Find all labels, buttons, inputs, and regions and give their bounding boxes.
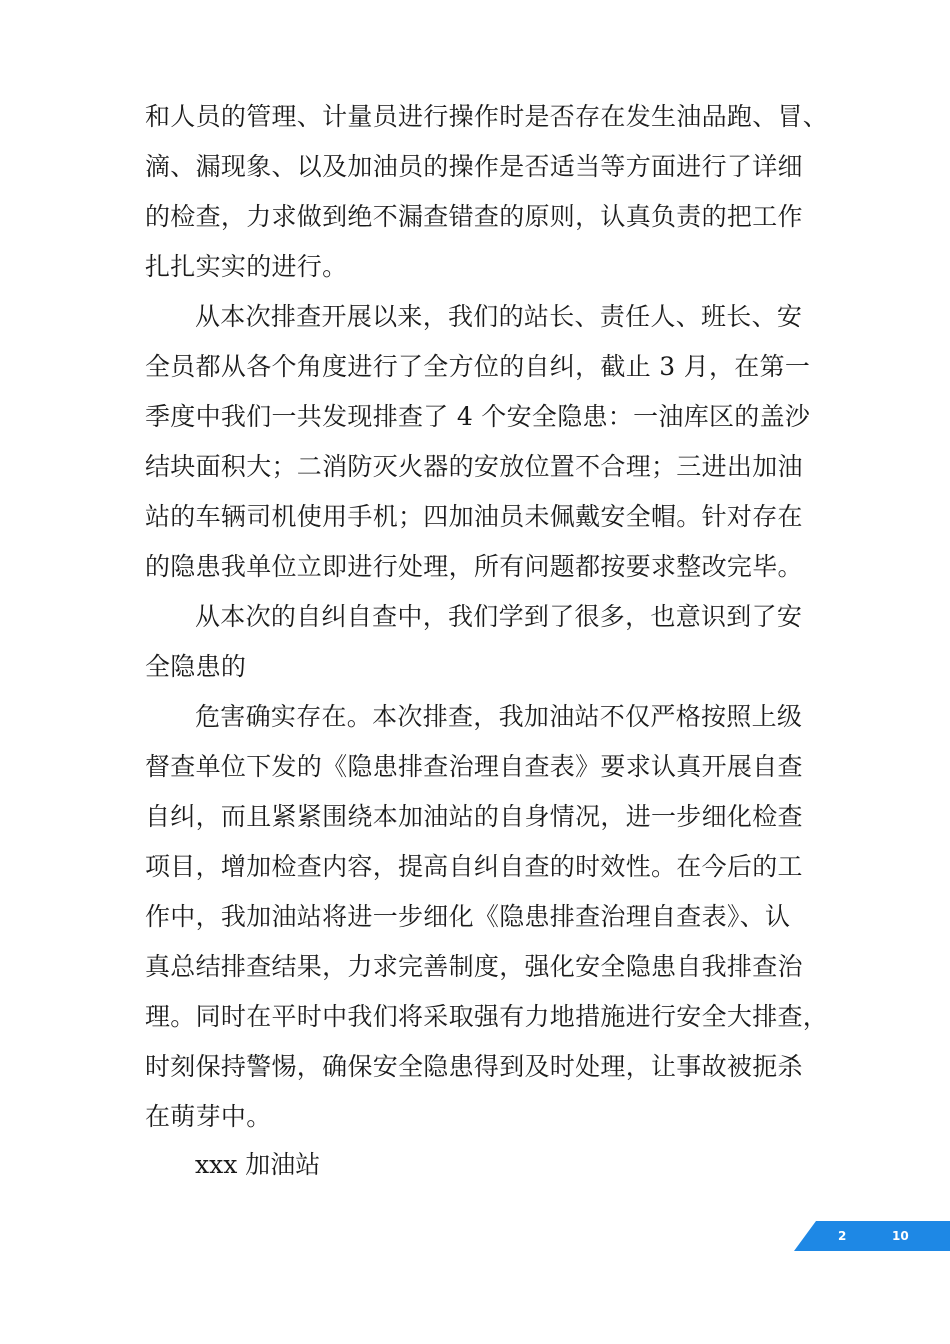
text-line: 时刻保持警惕，确保安全隐患得到及时处理，让事故被扼杀: [145, 1052, 803, 1081]
text-line: 滴、漏现象、以及加油员的操作是否适当等方面进行了详细: [145, 152, 803, 181]
text-line: 理。同时在平时中我们将采取强有力地措施进行安全大排查，: [145, 1002, 829, 1031]
document-body: [145, 92, 829, 1142]
text-line: 在萌芽中。: [145, 1102, 272, 1131]
text-line: 的检查，力求做到绝不漏查错查的原则，认真负责的把工作: [145, 202, 803, 231]
page-footer: [0, 1221, 950, 1251]
text-line: 作中，我加油站将进一步细化《隐患排查治理自查表》、认: [145, 902, 791, 931]
text-line: 督查单位下发的《隐患排查治理自查表》要求认真开展自查: [145, 752, 803, 781]
total-pages: 10: [892, 1229, 909, 1243]
text-line: 危害确实存在。本次排查，我加油站不仅严格按照上级: [195, 702, 803, 731]
text-line: 季度中我们一共发现排查了 4 个安全隐患：一油库区的盖沙: [145, 402, 811, 431]
text-line: 项目，增加检查内容，提高自纠自查的时效性。在今后的工: [145, 852, 803, 881]
text-line: 从本次的自纠自查中，我们学到了很多，也意识到了安: [195, 602, 803, 631]
text-line: 自纠，而且紧紧围绕本加油站的自身情况，进一步细化检查: [145, 802, 803, 831]
page-number: 2: [838, 1229, 847, 1243]
text-line: 扎扎实实的进行。: [145, 252, 348, 281]
text-line: 真总结排查结果，力求完善制度，强化安全隐患自我排查治: [145, 952, 803, 981]
text-line: 和人员的管理、计量员进行操作时是否存在发生油品跑、冒、: [145, 102, 829, 131]
text-line: 结块面积大；二消防灭火器的安放位置不合理；三进出加油: [145, 452, 803, 481]
text-line: 站的车辆司机使用手机；四加油员未佩戴安全帽。针对存在: [145, 502, 803, 531]
footer-accent-shape: [794, 1221, 950, 1251]
paragraph: [145, 292, 810, 592]
paragraph: [145, 692, 829, 1142]
paragraph: [145, 592, 810, 692]
text-line: 全隐患的: [145, 652, 247, 681]
text-line: 的隐患我单位立即进行处理，所有问题都按要求整改完毕。: [145, 552, 803, 581]
text-line: 从本次排查开展以来，我们的站长、责任人、班长、安: [195, 302, 803, 331]
signature: xxx 加油站: [195, 1150, 321, 1179]
paragraph: [145, 92, 829, 292]
text-line: 全员都从各个角度进行了全方位的自纠，截止 3 月，在第一: [145, 352, 811, 381]
